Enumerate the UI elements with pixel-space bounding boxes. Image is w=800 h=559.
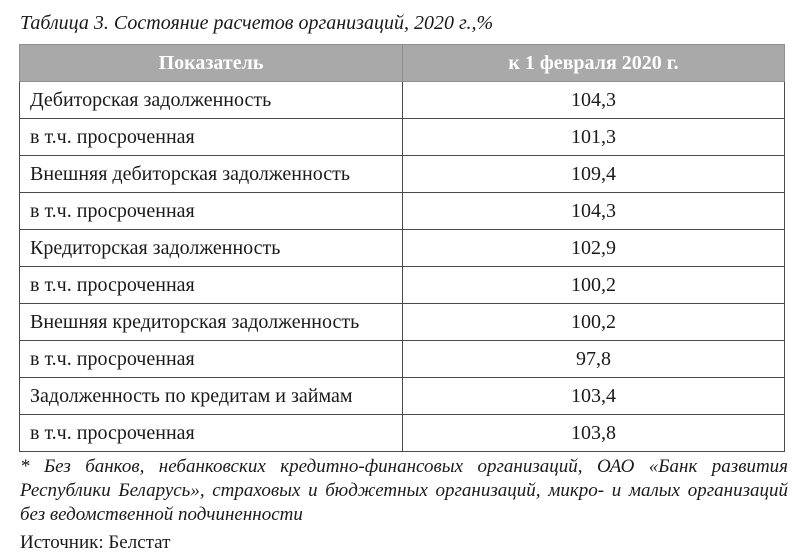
row-value: 101,3 [403, 119, 785, 156]
source-note: Источник: Белстат [20, 532, 171, 553]
row-label: в т.ч. просроченная [20, 193, 403, 230]
row-label: в т.ч. просроченная [20, 119, 403, 156]
row-value: 100,2 [403, 304, 785, 341]
row-value: 104,3 [403, 82, 785, 119]
row-label: в т.ч. просроченная [20, 415, 403, 452]
table-row [20, 82, 785, 119]
row-label: в т.ч. просроченная [20, 267, 403, 304]
table-row [20, 415, 785, 452]
table-header-row [20, 45, 785, 82]
table-row [20, 193, 785, 230]
table-row [20, 378, 785, 415]
table-row [20, 304, 785, 341]
row-label: Задолженность по кредитам и займам [20, 378, 403, 415]
row-value: 100,2 [403, 267, 785, 304]
row-value: 103,4 [403, 378, 785, 415]
table-row [20, 119, 785, 156]
row-label: Дебиторская задолженность [20, 82, 403, 119]
row-label: Внешняя кредиторская задолженность [20, 304, 403, 341]
column-header-date: к 1 февраля 2020 г. [403, 45, 785, 82]
table-footnote: * Без банков, небанковских кредитно-финансовых организаций, ОАО «Банк развития Республики Беларусь», страховых и бюджетных организаций, микро- и малых организаций без ведомственной подчиненности [20, 456, 788, 525]
row-value: 104,3 [403, 193, 785, 230]
table-row [20, 156, 785, 193]
row-value: 102,9 [403, 230, 785, 267]
row-label: Внешняя дебиторская задолженность [20, 156, 403, 193]
row-label: Кредиторская задолженность [20, 230, 403, 267]
table-caption: Таблица 3. Состояние расчетов организаций, 2020 г.,% [20, 12, 494, 34]
row-value: 97,8 [403, 341, 785, 378]
table-row [20, 341, 785, 378]
row-value: 109,4 [403, 156, 785, 193]
table-row [20, 230, 785, 267]
table-row [20, 267, 785, 304]
row-label: в т.ч. просроченная [20, 341, 403, 378]
row-value: 103,8 [403, 415, 785, 452]
column-header-indicator: Показатель [20, 45, 403, 82]
debt-table [19, 44, 785, 452]
